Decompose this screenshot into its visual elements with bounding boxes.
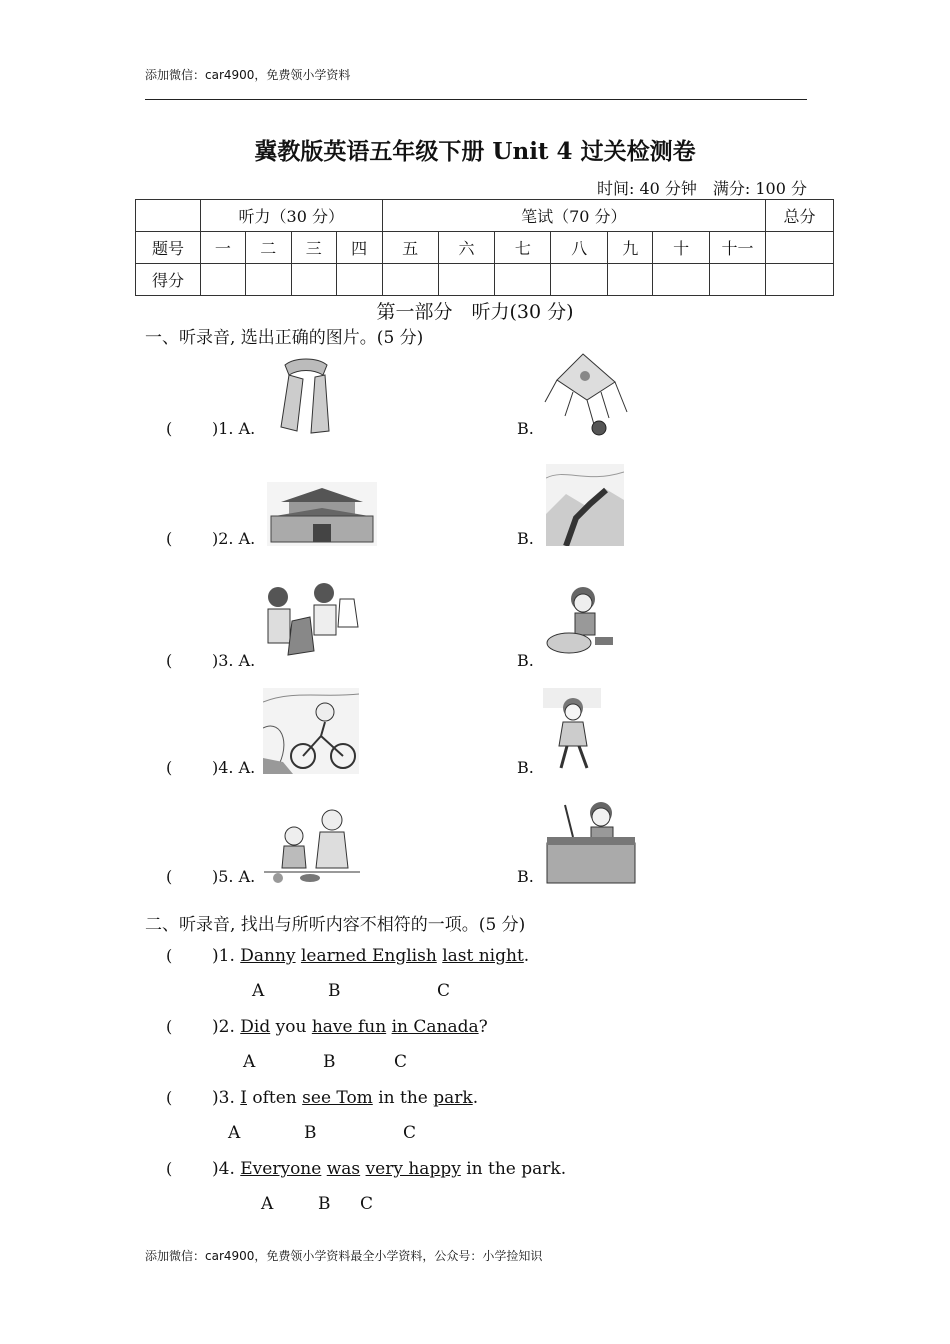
q-num: 二 [245,232,291,264]
question-row-label: 题号 [136,232,201,264]
option-letter: C [437,981,451,1001]
option-letter: B [318,1194,331,1214]
option-letter: A [228,1123,241,1143]
option-letter: A [261,1194,274,1214]
shopping-clothes-icon[interactable] [262,581,360,663]
girl-washing-icon[interactable] [541,581,619,665]
item-number: )1. A. [212,419,256,438]
score-cell[interactable] [608,264,653,296]
page-title: 冀教版英语五年级下册 Unit 4 过关检测卷 [254,138,696,165]
sentence-fragment: ? [478,1017,488,1037]
item-number: )1. [212,946,241,966]
answer-paren[interactable]: ( [166,1017,173,1036]
score-cell[interactable] [766,264,834,296]
option-letter: C [394,1052,408,1072]
kite-icon[interactable] [543,352,631,438]
answer-paren[interactable]: ( [166,1159,173,1178]
girl-cycling-icon[interactable] [263,688,359,774]
section2-heading: 二、听录音, 找出与所听内容不相符的一项。(5 分) [145,915,526,935]
header-rule [145,99,807,100]
score-row-label: 得分 [136,264,201,296]
part1-title: 第一部分 听力(30 分) [376,301,574,323]
underlined-phrase: see Tom [302,1088,373,1108]
option-b: B. [517,758,534,777]
item-number: )4. A. [212,758,256,777]
option-letter: A [243,1052,256,1072]
score-cell[interactable] [200,264,245,296]
total-header: 总分 [766,200,834,232]
sentence-text [212,1017,488,1037]
option-letter: C [403,1123,417,1143]
underlined-phrase: Did [240,1017,271,1037]
q-num: 八 [551,232,608,264]
scarf-icon[interactable] [275,357,337,437]
underlined-phrase: Everyone [240,1159,322,1179]
answer-paren[interactable]: ( [166,758,173,777]
answer-paren[interactable]: ( [166,867,173,886]
score-cell[interactable] [382,264,438,296]
footer-watermark: 添加微信：car4900，免费领小学资料最全小学资料，公众号：小学捡知识 [145,1249,543,1263]
exam-meta: 时间: 40 分钟 满分: 100 分 [596,179,807,198]
option-letter: B [328,981,341,1001]
sentence-fragment: in the park. [460,1159,567,1179]
option-letter: A [252,981,265,1001]
item-number: )3. [212,1088,241,1108]
girl-at-desk-icon[interactable] [545,797,637,887]
sentence-fragment: in the [372,1088,434,1108]
item-number: )3. A. [212,651,256,670]
q-num: 九 [608,232,653,264]
answer-paren[interactable]: ( [166,651,173,670]
listening-header: 听力（30 分） [200,200,382,232]
score-row [136,264,834,296]
underlined-phrase: in Canada [391,1017,479,1037]
option-b: B. [517,867,534,886]
sentence-text [212,946,529,966]
sentence-fragment: . [472,1088,479,1108]
answer-paren[interactable]: ( [166,1088,173,1107]
item-number: )2. [212,1017,241,1037]
underlined-phrase: was [326,1159,361,1179]
written-header: 笔试（70 分） [382,200,765,232]
q-num: 五 [382,232,438,264]
score-cell[interactable] [245,264,291,296]
question-row [136,232,834,264]
option-letter: B [323,1052,336,1072]
q-num: 十 [653,232,710,264]
sentence-text [212,1088,478,1108]
item-number: )5. A. [212,867,256,886]
underlined-phrase: park [433,1088,473,1108]
score-cell[interactable] [438,264,495,296]
underlined-phrase: learned English [300,946,437,966]
section1-heading: 一、听录音, 选出正确的图片。(5 分) [145,328,424,348]
option-letter: C [360,1194,374,1214]
score-cell[interactable] [551,264,608,296]
item-number: )2. A. [212,529,256,548]
answer-paren[interactable]: ( [166,529,173,548]
q-num: 六 [438,232,495,264]
score-cell[interactable] [291,264,336,296]
answer-paren[interactable]: ( [166,419,173,438]
cooking-icon[interactable] [264,804,360,886]
score-cell[interactable] [710,264,766,296]
option-b: B. [517,529,534,548]
underlined-phrase: Danny [240,946,296,966]
sentence-fragment: often [246,1088,303,1108]
answer-paren[interactable]: ( [166,946,173,965]
sentence-text [212,1159,566,1179]
score-cell[interactable] [336,264,382,296]
underlined-phrase: I [240,1088,247,1108]
score-cell[interactable] [495,264,551,296]
girl-walking-icon[interactable] [543,688,601,774]
q-num: 三 [291,232,336,264]
underlined-phrase: have fun [311,1017,387,1037]
option-b: B. [517,651,534,670]
underlined-phrase: very happy [365,1159,461,1179]
option-letter: B [304,1123,317,1143]
q-num: 十一 [710,232,766,264]
sentence-fragment: . [523,946,530,966]
score-cell[interactable] [653,264,710,296]
score-table [135,199,834,296]
q-num: 一 [200,232,245,264]
item-number: )4. [212,1159,241,1179]
underlined-phrase: last night [442,946,524,966]
q-num: 四 [336,232,382,264]
palace-icon[interactable] [267,482,377,546]
header-watermark: 添加微信：car4900，免费领小学资料 [145,68,351,82]
great-wall-icon[interactable] [546,464,624,546]
option-b: B. [517,419,534,438]
q-num: 七 [495,232,551,264]
sentence-fragment: you [270,1017,312,1037]
